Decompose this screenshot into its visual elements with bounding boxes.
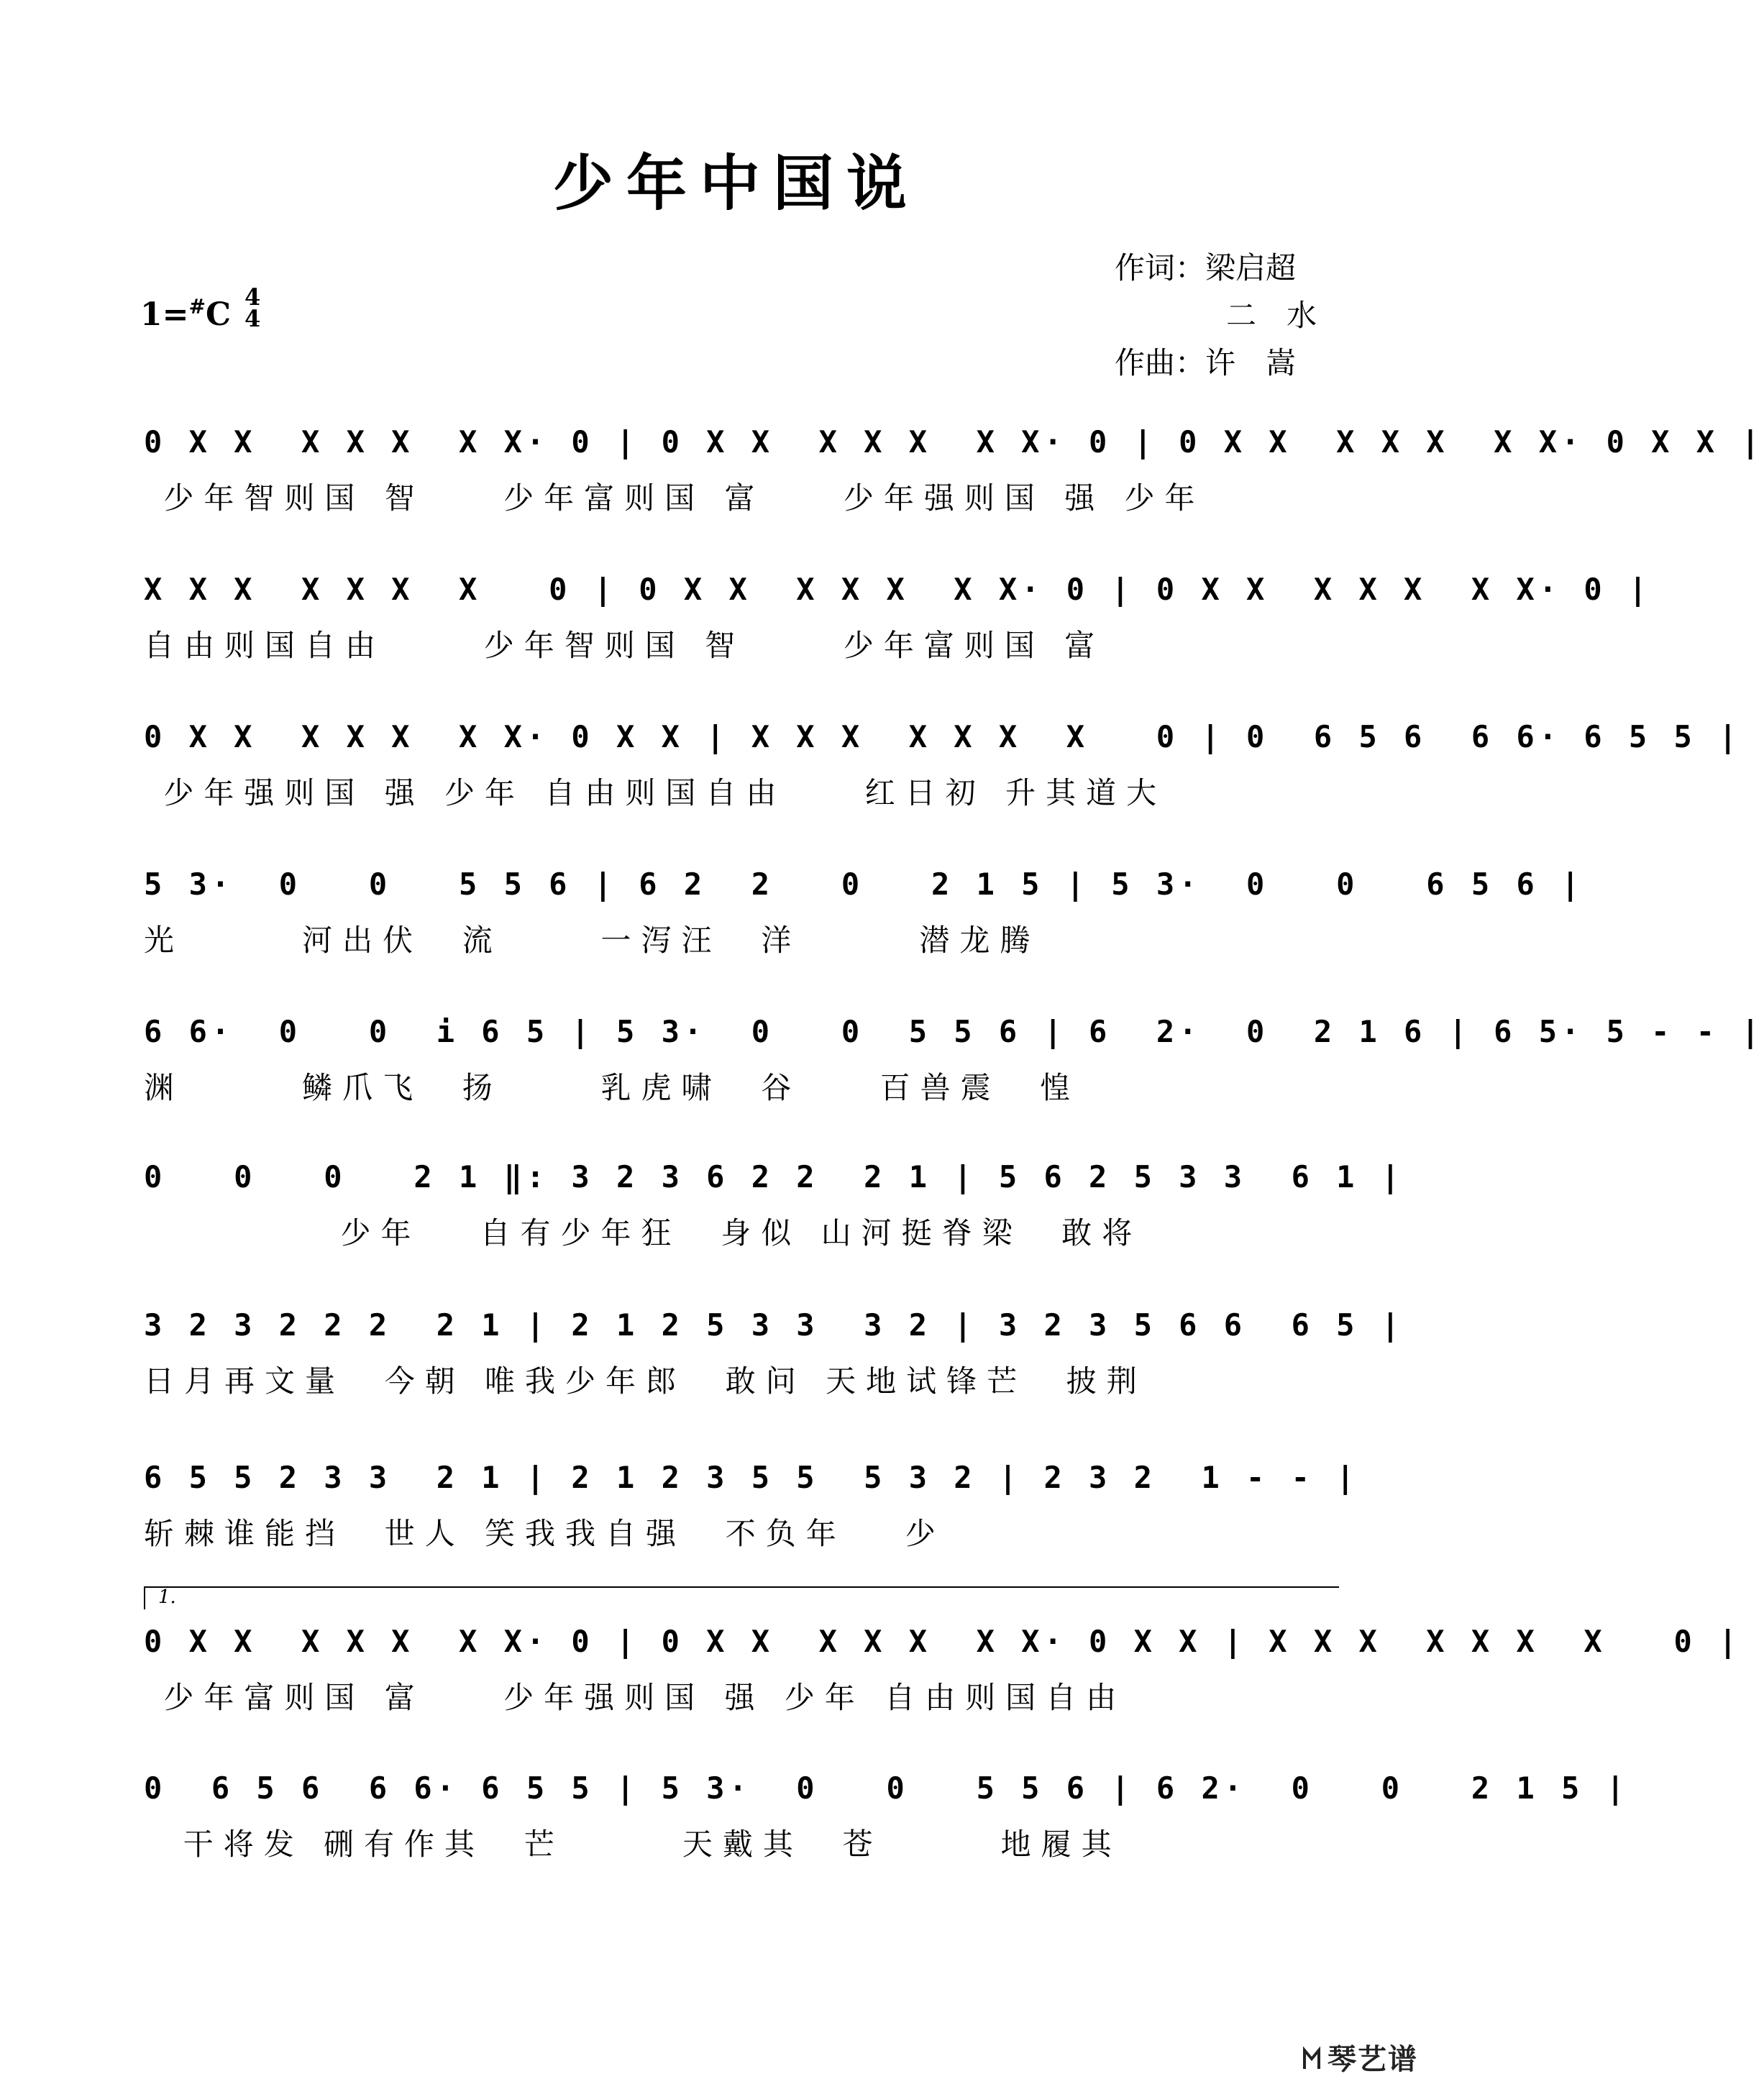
key-signature: 1=#C [140, 295, 231, 333]
lyrics-line: 渊 鳞爪飞 扬 乳虎啸 谷 百兽震 惶 [144, 1070, 1081, 1105]
notation-line: 0 X X X X X X X· 0 X X | X X X X X X X 0 | 0 6 5 6 6 6· 6 5 5 | [144, 719, 1742, 754]
lyricist-credit-second: 二 水 [1226, 298, 1317, 333]
notation-line: 0 6 5 6 6 6· 6 5 5 | 5 3· 0 0 5 5 6 | 6 2· 0 0 2 1 5 | [144, 1770, 1629, 1806]
lyrics-line: 日月再文量 今朝 唯我少年郎 敢问 天地试锋芒 披荆 [144, 1363, 1147, 1399]
credits [1115, 244, 1317, 387]
notation-line: 5 3· 0 0 5 5 6 | 6 2 2 0 2 1 5 | 5 3· 0 0 6 5 6 | [144, 867, 1584, 902]
lyrics-line: 光 河出伏 流 一泻汪 洋 潜龙腾 [144, 923, 1041, 958]
lyrics-line: 干将发 硎有作其 芒 天戴其 苍 地履其 [144, 1827, 1122, 1862]
composer-credit: 作曲：许 嵩 [1115, 345, 1297, 380]
lyrics-line: 少年智则国 智 少年富则国 富 少年强则国 强 少年 [144, 480, 1205, 516]
time-signature-top: 4 [245, 283, 261, 311]
lyrics-line: 少年富则国 富 少年强则国 强 少年 自由则国自由 [144, 1680, 1127, 1715]
site-watermark: 琴艺谱 [1302, 2037, 1418, 2078]
page-title: 少年中国说 [552, 147, 920, 219]
lyrics-line: 少年强则国 强 少年 自由则国自由 红日初 升其道大 [144, 775, 1167, 810]
notation-line: 6 6· 0 0 i 6 5 | 5 3· 0 0 5 5 6 | 6 2· 0 2 1 6 | 6 5· 5 - - | [144, 1014, 1764, 1049]
time-signature-bottom: 4 [245, 305, 261, 332]
volta-bracket [144, 1586, 1339, 1609]
time-signature [245, 283, 261, 332]
lyrics-line: 少年 自有少年狂 身似 山河挺脊梁 敢将 [144, 1215, 1143, 1251]
lyrics-line: 斩棘谁能挡 世人 笑我我自强 不负年 少 [144, 1516, 946, 1551]
lyrics-line: 自由则国自由 少年智则国 智 少年富则国 富 [144, 628, 1105, 663]
notation-line: 0 X X X X X X X· 0 | 0 X X X X X X X· 0 X X | X X X X X X X 0 | [144, 1624, 1742, 1659]
lyricist-credit: 作词：梁启超 [1115, 250, 1297, 285]
brand-logo-icon [1302, 2047, 1323, 2072]
notation-line: X X X X X X X 0 | 0 X X X X X X X· 0 | 0 X X X X X X X· 0 | [144, 572, 1652, 607]
notation-line: 6 5 5 2 3 3 2 1 | 2 1 2 3 5 5 5 3 2 | 2 3 2 1 - - | [144, 1460, 1359, 1495]
notation-line: 3 2 3 2 2 2 2 1 | 2 1 2 5 3 3 3 2 | 3 2 3 5 6 6 6 5 | [144, 1307, 1404, 1343]
sharp-symbol: # [188, 295, 206, 319]
notation-line: 0 X X X X X X X· 0 | 0 X X X X X X X· 0 | 0 X X X X X X X· 0 X X | [144, 424, 1764, 460]
notation-line: 0 0 0 2 1 ‖: 3 2 3 6 2 2 2 1 | 5 6 2 5 3 3 6 1 | [144, 1159, 1404, 1194]
volta-label: 1. [158, 1586, 176, 1608]
